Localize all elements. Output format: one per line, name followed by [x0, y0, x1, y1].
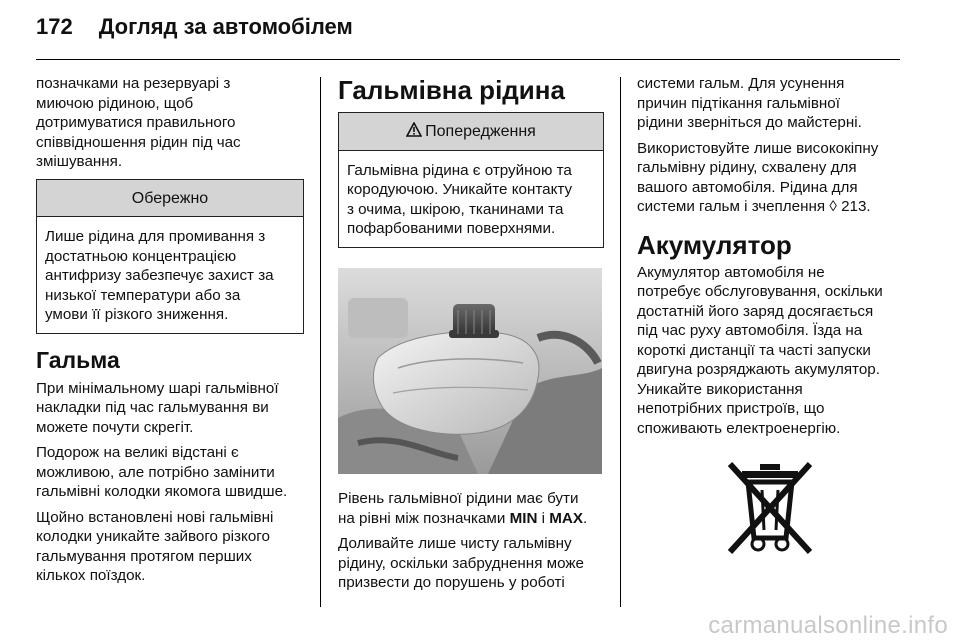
warning-text: Гальмівна рідина є отруйною та кородуючою. Уникайте контакту з очима, шкірою, тканинами та пофарбованими поверхнями. [347, 161, 573, 237]
brakes-paragraph-3: Щойно встановлені нові гальмівні колодки уникайте зайвого різкого гальмування протягом перших кількох поїздок. [36, 508, 274, 584]
page-number: 172 [36, 14, 73, 39]
warning-box [338, 112, 604, 248]
warning-header [339, 113, 603, 151]
min-label: MIN [509, 509, 538, 527]
recycle-symbol [637, 454, 903, 558]
column-divider-1 [320, 77, 321, 607]
caution-box [36, 179, 304, 334]
column-3 [637, 74, 903, 558]
page-reference[interactable]: 213 [841, 198, 867, 215]
section-title: Догляд за автомобілем [98, 14, 353, 39]
page-reference-arrow: ◊ [829, 198, 837, 215]
column-1 [36, 74, 304, 592]
warning-title: Попередження [425, 123, 536, 140]
leak-paragraph: системи гальм. Для усунення причин підтікання гальмівної рідини зверніться до майстерні. [637, 75, 862, 131]
battery-heading: Акумулятор [637, 229, 792, 260]
brakes-heading: Гальма [36, 346, 120, 373]
level-paragraph: Рівень гальмівної рідини має бути на рівні між позначками MIN і MAX. [338, 490, 588, 527]
page-header [36, 14, 353, 44]
warning-triangle-icon [406, 122, 422, 137]
caution-title: Обережно [37, 180, 303, 218]
brake-fluid-reservoir-photo [338, 268, 602, 474]
brakes-paragraph-1: При мінімальному шарі гальмівної накладки під час гальмування ви можете почути скрегіт. [36, 379, 279, 436]
battery-paragraph: Акумулятор автомобіля не потребує обслуговування, оскільки достатній його заряд досягається під час руху автомобіля. Їзда на короткі дистанції та часті запуски двигуна розряджають акумулятор. Уникайте використання непотрібних пристроїв, що споживають електроенергію. [637, 263, 883, 437]
crossed-out-bin-icon [718, 454, 822, 558]
max-label: MAX [549, 509, 584, 527]
brake-fluid-heading: Гальмівна рідина [338, 75, 565, 105]
caution-text: Лише рідина для промивання з достатньою концентрацією антифризу забезпечує захист за низької температури або за умови її різкого зниження. [45, 228, 274, 323]
fluid-type-paragraph: Використовуйте лише висококіпну гальмівну рідину, схвалену для вашого автомобіля. Рідина для системи гальм і зчеплення ◊ 213. [637, 139, 879, 215]
watermark: carmanualsonline.info [708, 612, 948, 639]
topup-paragraph: Доливайте лише чисту гальмівну рідину, оскільки забруднення може призвести до порушень у роботі [338, 535, 584, 591]
column-divider-2 [620, 77, 621, 607]
column-2 [338, 74, 604, 599]
intro-paragraph: позначками на резервуарі з миючою рідиною, щоб дотримуватися правильного співвідношення рідин під час змішування. [36, 75, 241, 170]
brakes-paragraph-2: Подорож на великі відстані є можливою, але потрібно замінити гальмівні колодки якомога швидше. [36, 444, 288, 500]
header-rule [36, 59, 900, 60]
